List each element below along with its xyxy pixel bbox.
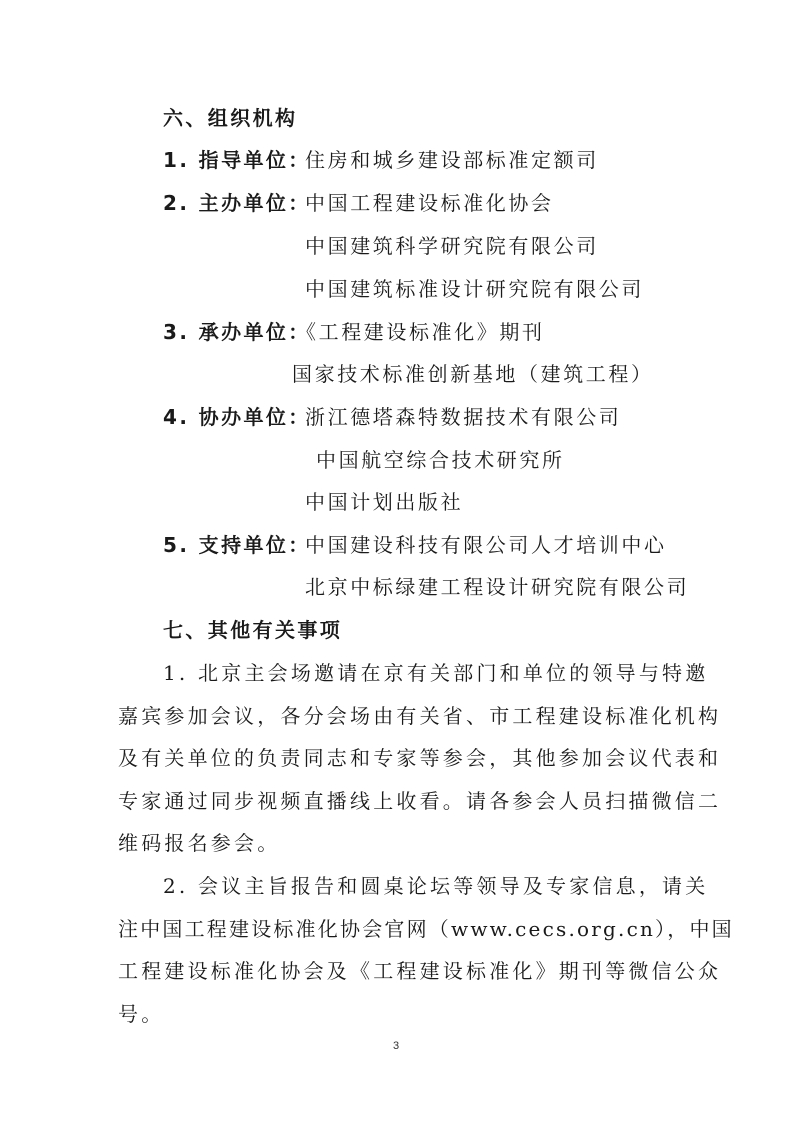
organizer-unit-label: 3. 承办单位：	[163, 320, 311, 344]
support-unit-label: 5. 支持单位：	[163, 533, 311, 557]
section-6-heading: 六、组织机构	[163, 106, 298, 130]
paragraph-1-line-4: 专家通过同步视频直播线上收看。请各参会人员扫描微信二	[118, 789, 722, 813]
host-unit-value-2: 中国建筑科学研究院有限公司	[305, 234, 599, 258]
host-unit-value-1: 中国工程建设标准化协会	[305, 191, 554, 215]
paragraph-2-line-1: 2. 会议主旨报告和圆桌论坛等领导及专家信息，请关	[163, 874, 709, 898]
paragraph-2-line-4: 号。	[118, 1002, 165, 1026]
co-organizer-unit-value-2: 中国航空综合技术研究所	[316, 448, 565, 472]
paragraph-2-line-2: 注中国工程建设标准化协会官网（www.cecs.org.cn），中国	[118, 917, 734, 941]
page-number: 3	[392, 1040, 400, 1052]
paragraph-1-line-1: 1. 北京主会场邀请在京有关部门和单位的领导与特邀	[163, 661, 709, 685]
co-organizer-unit-value-1: 浙江德塔森特数据技术有限公司	[305, 405, 622, 429]
guiding-unit-value: 住房和城乡建设部标准定额司	[305, 148, 599, 172]
organizer-unit-value-2: 国家技术标准创新基地（建筑工程）	[292, 362, 654, 386]
paragraph-1-line-3: 及有关单位的负责同志和专家等参会，其他参加会议代表和	[118, 746, 722, 770]
host-unit-label: 2. 主办单位：	[163, 191, 311, 215]
guiding-unit-label: 1. 指导单位：	[163, 148, 311, 172]
paragraph-1-line-5: 维码报名参会。	[118, 831, 281, 855]
paragraph-2-line-3: 工程建设标准化协会及《工程建设标准化》期刊等微信公众	[118, 959, 722, 983]
support-unit-value-2: 北京中标绿建工程设计研究院有限公司	[305, 575, 690, 599]
support-unit-value-1: 中国建设科技有限公司人才培训中心	[305, 533, 667, 557]
host-unit-value-3: 中国建筑标准设计研究院有限公司	[305, 277, 644, 301]
co-organizer-unit-label: 4. 协办单位：	[163, 405, 311, 429]
paragraph-1-line-2: 嘉宾参加会议，各分会场由有关省、市工程建设标准化机构	[118, 704, 722, 728]
organizer-unit-value-1: 《工程建设标准化》期刊	[296, 320, 545, 344]
section-7-heading: 七、其他有关事项	[163, 618, 343, 642]
co-organizer-unit-value-3: 中国计划出版社	[305, 490, 464, 514]
